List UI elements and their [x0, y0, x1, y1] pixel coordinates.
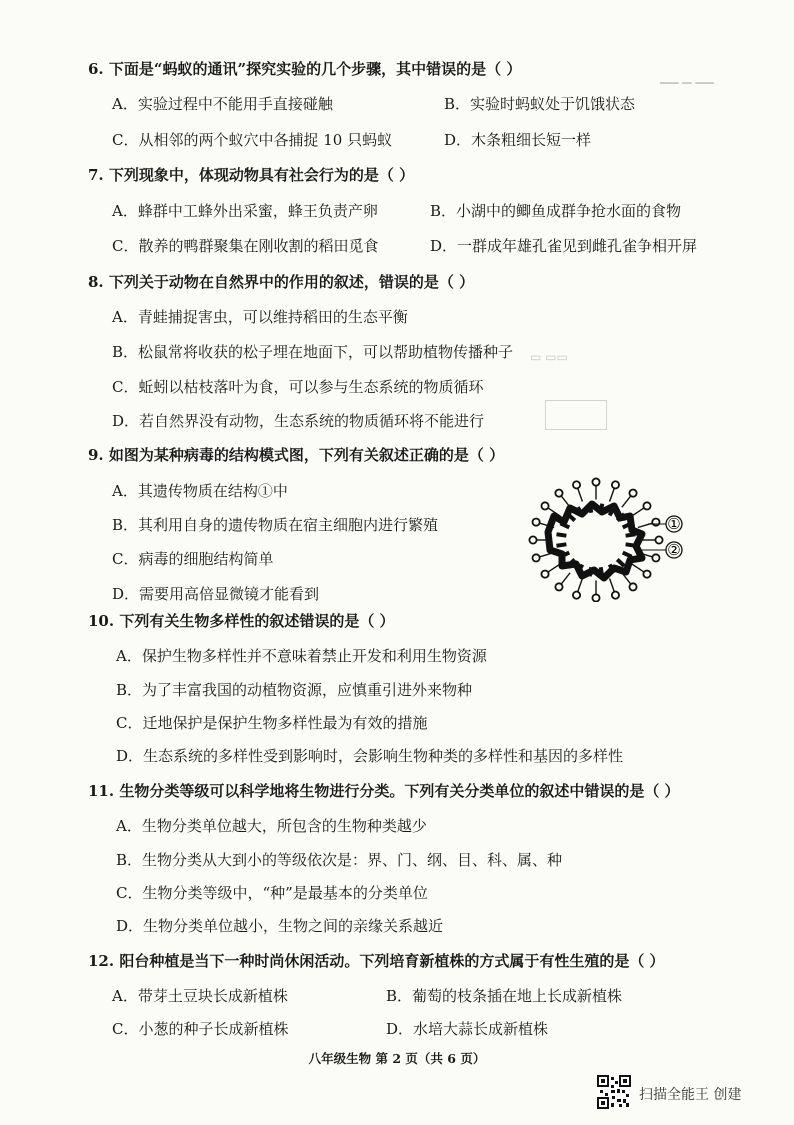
scanner-label: 扫描全能王 创建 [639, 1087, 742, 1103]
spike-head [529, 536, 536, 543]
spike-head [573, 592, 580, 599]
question-stem: 9. 如图为某种病毒的结构模式图，下列有关叙述正确的是（ ） [88, 446, 505, 464]
spike-stalk [632, 564, 645, 573]
spike-head [652, 518, 659, 525]
inner-segment [556, 534, 566, 535]
option-c: C．小葱的种子长成新植株 [112, 1020, 289, 1038]
scanner-watermark [597, 1075, 777, 1115]
spike-stalk [622, 495, 631, 507]
spike-head [652, 554, 659, 561]
spike-head [555, 490, 562, 497]
option-c: C．散养的鸭群聚集在刚收割的稻田觅食 [112, 237, 379, 255]
inner-segment [556, 544, 566, 545]
spike-head [573, 481, 580, 488]
option-d: D．需要用高倍显微镜才能看到 [112, 585, 320, 603]
option-a: A．带芽土豆块长成新植株 [112, 987, 288, 1005]
question-stem: 11. 生物分类等级可以科学地将生物进行分类。下列有关分类单位的叙述中错误的是（ ） [88, 782, 680, 800]
spike-head [655, 536, 662, 543]
option-b: B．实验时蚂蚁处于饥饿状态 [444, 95, 636, 113]
spike-head [643, 570, 650, 577]
spike-stalk [610, 578, 615, 592]
label-2: ② [667, 541, 681, 559]
spike-stalk [577, 578, 582, 592]
inner-segment [617, 560, 624, 567]
option-a: A．其遗传物质在结构①中 [112, 482, 288, 500]
option-d: D．生物分类单位越小，生物之间的亲缘关系越近 [116, 917, 444, 935]
option-b: B．松鼠常将收获的松子埋在地面下，可以帮助植物传播种子 [112, 343, 514, 361]
spike-head [541, 570, 548, 577]
option-c: C．病毒的细胞结构简单 [112, 550, 274, 568]
option-a: A．生物分类单位越大，所包含的生物种类越少 [116, 817, 427, 835]
option-d: D．生态系统的多样性受到影响时，会影响生物种类的多样性和基因的多样性 [116, 747, 624, 765]
spike-head [592, 594, 599, 601]
option-d: D．一群成年雄孔雀见到雌孔雀争相开屏 [430, 237, 698, 255]
spike-head [592, 478, 599, 485]
virus-core [548, 504, 642, 578]
question-stem: 10. 下列有关生物多样性的叙述错误的是（ ） [88, 612, 395, 630]
option-c: C．迁地保护是保护生物多样性最为有效的措施 [116, 714, 428, 732]
bleed-through-mark: ▁▁ ▁ ▁▁ [660, 70, 714, 84]
spike-head [555, 583, 562, 590]
option-a: A．保护生物多样性并不意味着禁止开发和利用生物资源 [116, 647, 487, 665]
spike-stalk [561, 573, 570, 585]
spike-stalk [632, 508, 645, 517]
question-stem: 8. 下列关于动物在自然界中的作用的叙述，错误的是（ ） [88, 273, 475, 291]
option-b: B．为了丰富我国的动植物资源，应慎重引进外来物种 [116, 681, 473, 699]
question-stem: 6. 下面是“蚂蚁的通讯”探究实验的几个步骤，其中错误的是（ ） [88, 60, 522, 78]
spike-stalk [547, 564, 560, 573]
option-c: C．蚯蚓以枯枝落叶为食，可以参与生态系统的物质循环 [112, 378, 484, 396]
page-footer: 八年级生物 第 2 页（共 6 页） [308, 1051, 486, 1066]
option-b: B．葡萄的枝条插在地上长成新植株 [386, 987, 623, 1005]
spike-head [643, 502, 650, 509]
option-a: A．青蛙捕捉害虫，可以维持稻田的生态平衡 [112, 308, 408, 326]
label-1: ① [667, 515, 681, 533]
spike-head [532, 554, 539, 561]
bleed-through-mark: ▭ ▭▭ [530, 350, 568, 364]
spike-head [629, 490, 636, 497]
option-b: B．生物分类从大到小的等级依次是：界、门、纲、目、科、属、种 [116, 851, 563, 869]
spike-head [541, 502, 548, 509]
option-c: C．从相邻的两个蚁穴中各捕捉 10 只蚂蚁 [112, 131, 393, 149]
spike-head [532, 518, 539, 525]
option-d: D．水培大蒜长成新植株 [386, 1020, 549, 1038]
spike-head [612, 592, 619, 599]
spike-head [612, 481, 619, 488]
option-d: D．若自然界没有动物，生态系统的物质循环将不能进行 [112, 412, 485, 430]
spike-head [629, 583, 636, 590]
bleed-through-mark [545, 400, 607, 430]
spike-stalk [577, 488, 582, 502]
option-c: C．生物分类等级中，“种”是最基本的分类单位 [116, 884, 428, 902]
inner-segment [623, 553, 632, 557]
qr-code-icon [597, 1075, 631, 1109]
option-a: A．实验过程中不能用手直接碰触 [112, 95, 333, 113]
option-d: D．木条粗细长短一样 [444, 131, 592, 149]
option-a: A．蜂群中工蜂外出采蜜，蜂王负责产卵 [112, 202, 378, 220]
virus-structure-diagram [508, 472, 698, 602]
option-b: B．小湖中的鲫鱼成群争抢水面的食物 [430, 202, 682, 220]
option-b: B．其利用自身的遗传物质在宿主细胞内进行繁殖 [112, 516, 439, 534]
spike-stalk [610, 488, 615, 502]
question-stem: 7. 下列现象中，体现动物具有社会行为的是（ ） [88, 166, 415, 184]
question-stem: 12. 阳台种植是当下一种时尚休闲活动。下列培育新植株的方式属于有性生殖的是（ ） [88, 952, 665, 970]
